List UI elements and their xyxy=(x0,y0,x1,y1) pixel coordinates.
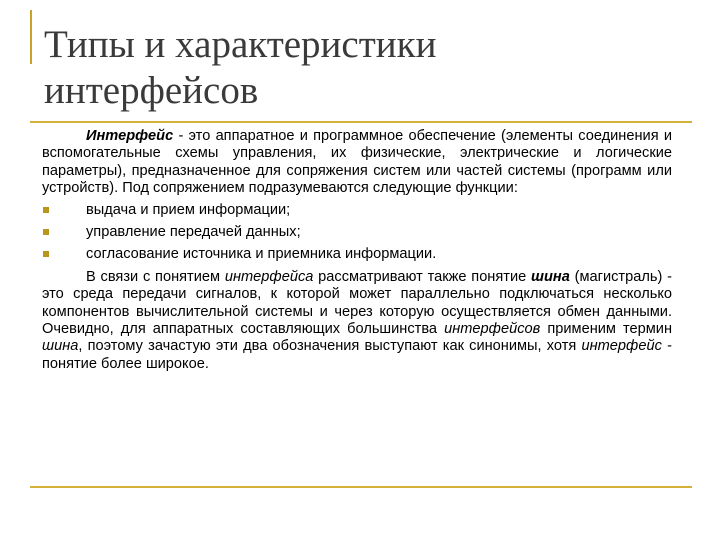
bus-paragraph xyxy=(42,269,672,373)
list-item xyxy=(42,243,672,265)
bus-text-k: - понятие более широкое. xyxy=(42,338,673,372)
list-item-text: выдача и прием информации; xyxy=(86,202,291,219)
list-item xyxy=(42,221,672,243)
list-item-text: согласование источника и приемника информации. xyxy=(86,246,437,263)
bottom-divider xyxy=(30,486,692,488)
definition-paragraph xyxy=(42,128,672,197)
definition-text: - это аппаратное и программное обеспечение (элементы соединения и вспомогательные схемы управления, их физические, электрические и логические параметры), предназначенное для сопряжения систем или частей системы (программ или устройств). Под сопряжением подразумеваются следующие функции: xyxy=(42,128,672,196)
list-item xyxy=(42,199,672,221)
bus-text-h: шина xyxy=(42,338,79,355)
bus-text-j: интерфейс xyxy=(581,338,662,355)
square-bullet-icon xyxy=(43,207,49,213)
slide-body xyxy=(42,128,672,373)
top-divider xyxy=(30,121,692,123)
list-item-text: управление передачей данных; xyxy=(86,224,301,241)
slide-title-line-2: интерфейсов xyxy=(44,69,259,112)
slide-title xyxy=(44,22,684,114)
term-bus: шина xyxy=(531,269,570,286)
slide-title-line-1: Типы и характеристики xyxy=(44,23,437,66)
square-bullet-icon xyxy=(43,229,49,235)
bus-text-f: интерфейсов xyxy=(444,321,541,338)
functions-list xyxy=(42,199,672,265)
bus-text-a: В связи с понятием xyxy=(86,269,225,286)
title-accent-line xyxy=(30,10,32,64)
bus-text-e: (магистраль) - это среда передачи сигналов, к которой может параллельно подключаться несколько компонентов вычислительной системы и через которую осуществляется обмен данными. Очевидно, для аппаратных составляющих большинства xyxy=(42,269,672,338)
square-bullet-icon xyxy=(43,251,49,257)
bus-text-b: интерфейса xyxy=(224,269,314,286)
bus-text-g: применим термин xyxy=(540,321,672,338)
bus-text-i: , поэтому зачастую эти два обозначения выступают как синонимы, хотя xyxy=(78,338,582,355)
term-interface: Интерфейс xyxy=(86,128,174,144)
bus-text-c: рассматривают также понятие xyxy=(313,269,532,286)
